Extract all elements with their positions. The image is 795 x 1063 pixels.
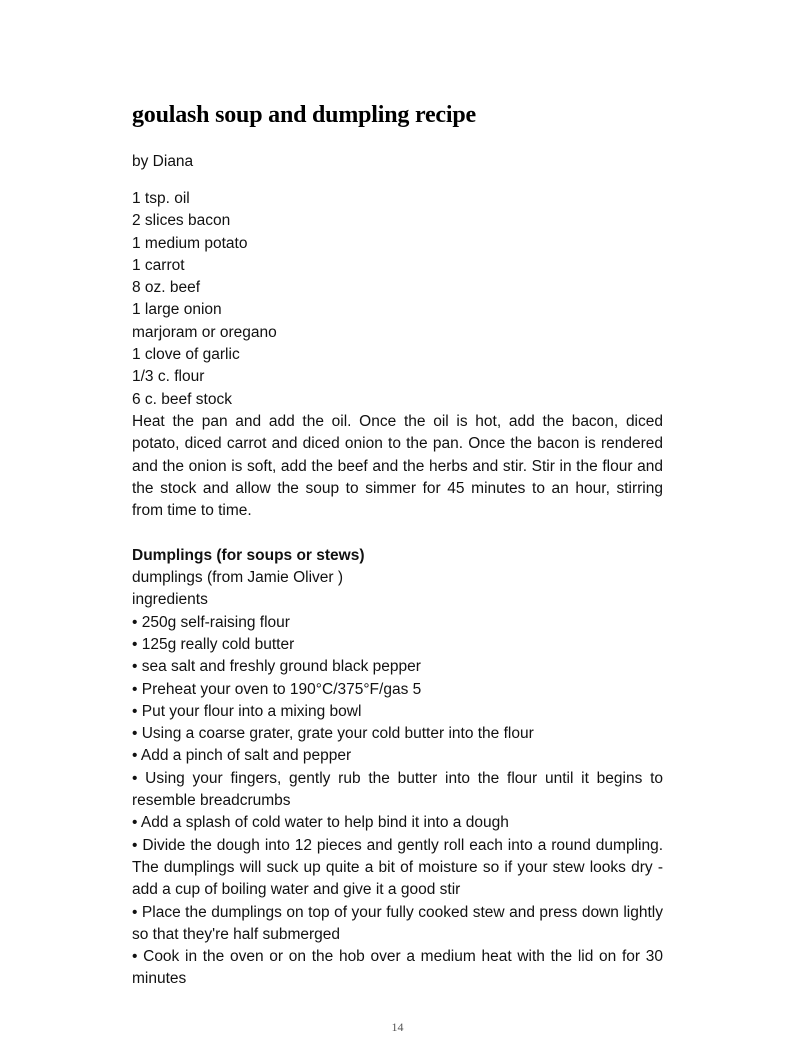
dumplings-heading: Dumplings (for soups or stews) xyxy=(132,546,365,564)
ingredient-line: 6 c. beef stock xyxy=(132,390,232,408)
ingredient-line: 1 large onion xyxy=(132,301,222,319)
dumpling-step: • 250g self-raising flour xyxy=(132,613,290,631)
ingredient-line: 1 medium potato xyxy=(132,234,248,252)
ingredient-line: 8 oz. beef xyxy=(132,279,201,297)
dumpling-step: • Put your flour into a mixing bowl xyxy=(132,702,362,720)
dumpling-step: • Cook in the oven or on the hob over a medium heat with the lid on for 30 minutes xyxy=(132,948,663,988)
ingredient-line: 1 clove of garlic xyxy=(132,346,240,364)
dumpling-step: • Using your fingers, gently rub the butter into the flour until it begins to resemble breadcrumbs xyxy=(132,769,663,810)
ingredient-line: 1 carrot xyxy=(132,256,185,274)
dumpling-step: • Divide the dough into 12 pieces and gently roll each into a round dumpling. The dumplings will suck up quite a bit of moisture so if your stew looks dry - add a cup of boiling water and give it a good stir xyxy=(132,836,663,899)
dumpling-step: • Using a coarse grater, grate your cold butter into the flour xyxy=(132,725,534,743)
ingredient-line: 1 tsp. oil xyxy=(132,190,190,207)
recipe-body xyxy=(132,188,663,991)
dumpling-step: • Add a splash of cold water to help bind it into a dough xyxy=(132,814,509,832)
dumpling-step: • Place the dumplings on top of your fully cooked stew and press down lightly so that they're half submerged xyxy=(132,903,663,943)
instructions-paragraph: Heat the pan and add the oil. Once the oil is hot, add the bacon, diced potato, diced carrot and diced onion to the pan. Once the bacon is rendered and the onion is soft, add the beef and the herbs and stir. Stir in the flour and the stock and allow the soup to simmer for 45 minutes to an hour, stirring from time to time. xyxy=(132,412,663,520)
recipe-title: goulash soup and dumpling recipe xyxy=(132,102,476,128)
recipe-author: by Diana xyxy=(132,153,194,170)
dumpling-step: • sea salt and freshly ground black pepper xyxy=(132,658,421,676)
dumplings-ingredients-label: ingredients xyxy=(132,591,208,609)
ingredient-line: 2 slices bacon xyxy=(132,212,231,230)
dumpling-step: • Add a pinch of salt and pepper xyxy=(132,747,352,765)
page-number: 14 xyxy=(391,1020,404,1034)
dumpling-step: • Preheat your oven to 190°C/375°F/gas 5 xyxy=(132,680,422,698)
ingredient-line: marjoram or oregano xyxy=(132,323,277,341)
dumpling-step: • 125g really cold butter xyxy=(132,635,295,653)
spacer xyxy=(132,522,663,544)
ingredient-line: 1/3 c. flour xyxy=(132,368,205,386)
dumplings-source: dumplings (from Jamie Oliver ) xyxy=(132,569,344,587)
